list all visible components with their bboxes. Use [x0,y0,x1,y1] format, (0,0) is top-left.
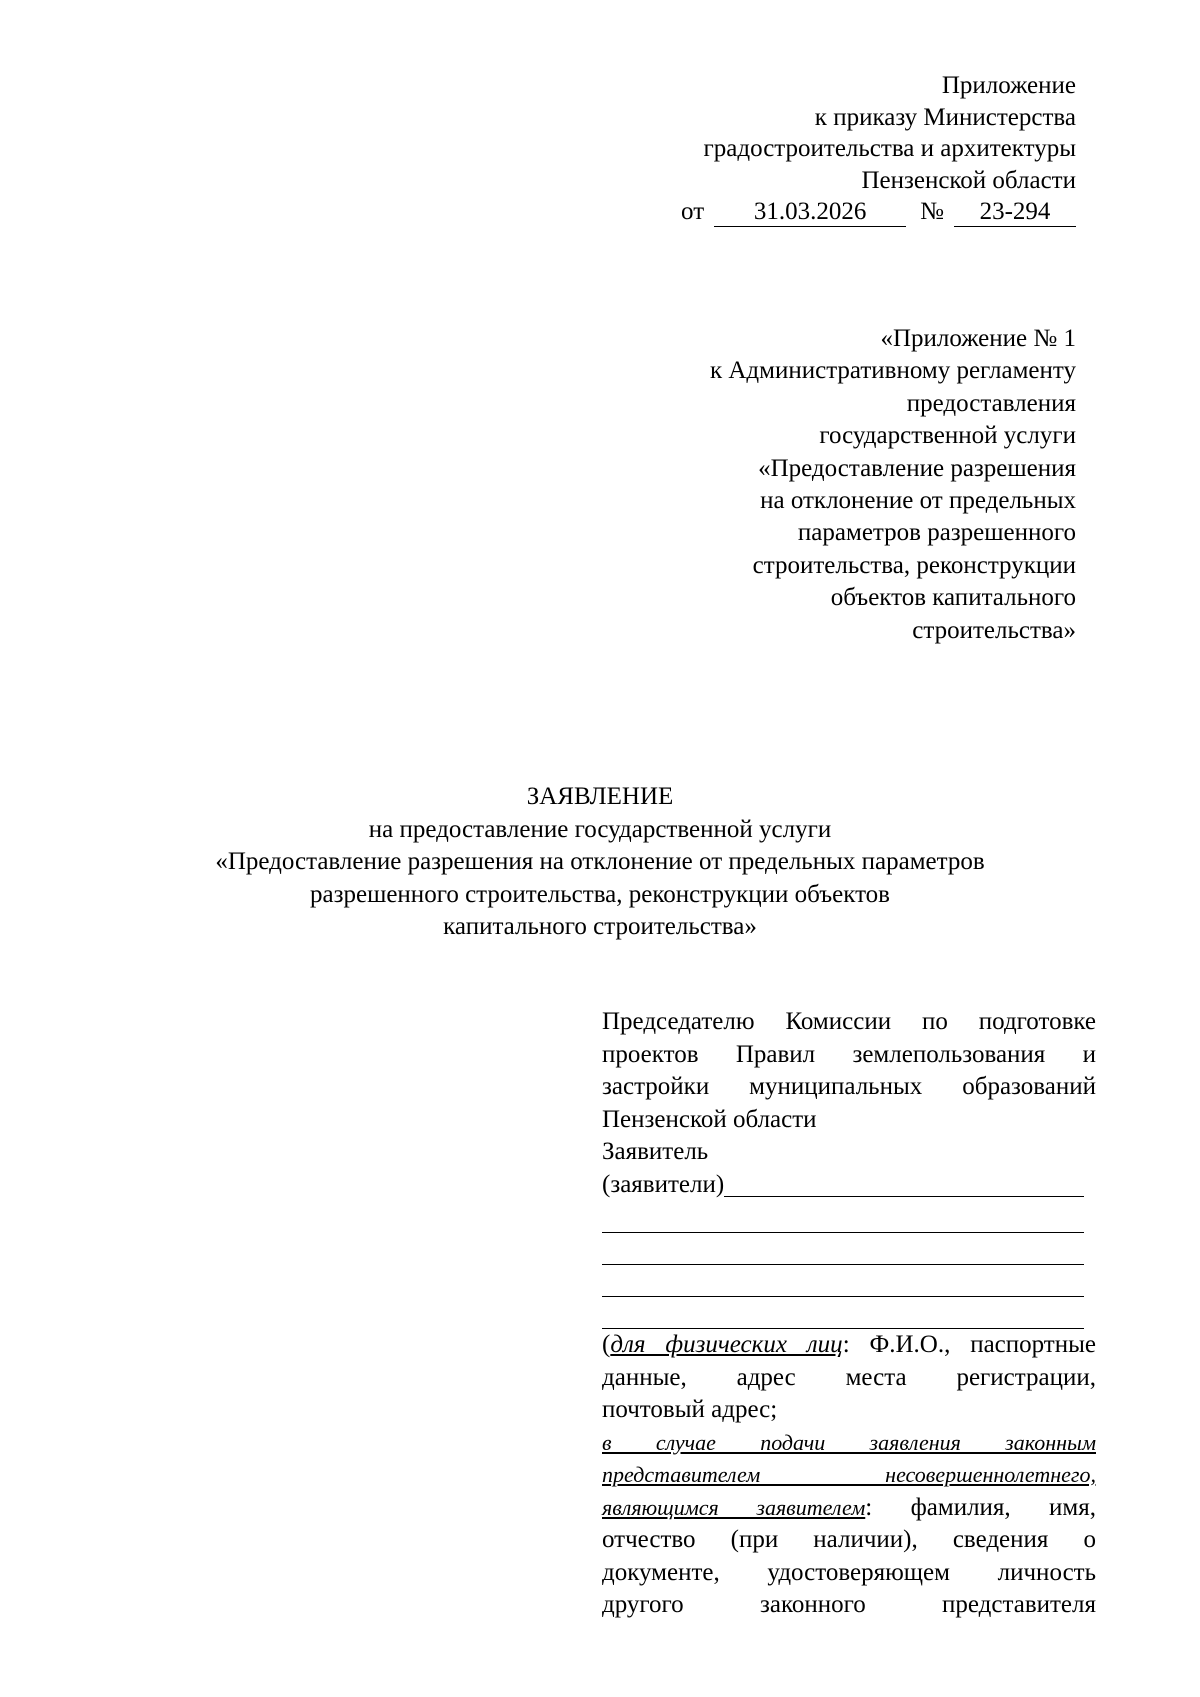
from-label: от [681,198,705,225]
addressee-block [602,1006,1096,1622]
order-number: 23-294 [954,198,1076,227]
appendix-line: строительства» [912,616,1076,644]
appendix-line: предоставления [906,389,1076,417]
header-line: Приложение [941,72,1076,99]
header-line: к приказу Министерства [814,103,1076,131]
note-line [602,1427,1096,1460]
order-date: 31.03.2026 [714,198,906,227]
note-line: почтовый адрес; [602,1396,778,1423]
title-line: на предоставление государственной услуги [368,815,832,843]
note-line: другого законного представителя [602,1591,1096,1618]
order-appendix-header [616,70,1076,228]
document-title [0,781,1200,944]
title-heading: ЗАЯВЛЕНИЕ [526,783,674,810]
appendix-line: к Административному регламенту [709,357,1076,385]
appendix-line: «Приложение № 1 [880,325,1076,352]
applicant-input-line[interactable] [724,1170,1084,1197]
applicant-field-row [602,1169,1084,1202]
applicant-input-line[interactable] [602,1201,1084,1233]
applicant-input-line[interactable] [602,1297,1084,1329]
note-line: отчество (при наличии), сведения о [602,1526,1096,1553]
applicant-input-line[interactable] [602,1265,1084,1297]
addressee-line: Председателю Комиссии по подготовке [602,1008,1096,1035]
number-label: № [920,198,944,225]
representative-label: являющимся заявителем [602,1494,866,1520]
appendix-line: строительства, реконструкции [752,551,1076,579]
title-line: разрешенного строительства, реконструкции объектов [310,880,890,908]
physical-persons-label: для физических лиц [610,1331,843,1358]
header-line: Пензенской области [861,166,1076,194]
note-line [602,1459,1096,1492]
order-reference [616,196,1076,228]
note-line: документе, удостоверяющем личность [602,1558,1096,1586]
note-line: являющимся заявителем: фамилия, имя, [602,1493,1097,1521]
appendix-line: на отклонение от предельных [760,487,1076,515]
applicant-input-line[interactable] [602,1233,1084,1265]
appendix-line: объектов капитального [830,584,1076,612]
header-line: градостроительства и архитектуры [703,135,1076,162]
addressee-line: Пензенской области [602,1105,817,1133]
appendix-line: параметров разрешенного [797,519,1076,547]
title-line: «Предоставление разрешения на отклонение от предельных параметров [215,848,985,875]
appendix-line: «Предоставление разрешения [758,454,1076,482]
title-line: капитального строительства» [443,913,757,940]
applicant-instructions [602,1329,1096,1622]
regulation-appendix-block [576,323,1076,647]
representative-label: в случае подачи заявления законным [602,1429,1096,1455]
applicant-label: Заявитель [602,1138,709,1165]
note-line: данные, адрес места регистрации, [602,1363,1096,1391]
applicants-label: (заявители) [602,1170,725,1198]
addressee-line: проектов Правил землепользования и [602,1040,1096,1068]
representative-label: представителем несовершеннолетнего, [602,1462,1096,1487]
note-line: (для физических лиц: Ф.И.О., паспортные [602,1331,1097,1358]
addressee-line: застройки муниципальных образований [602,1073,1096,1100]
appendix-line: государственной услуги [819,422,1076,450]
